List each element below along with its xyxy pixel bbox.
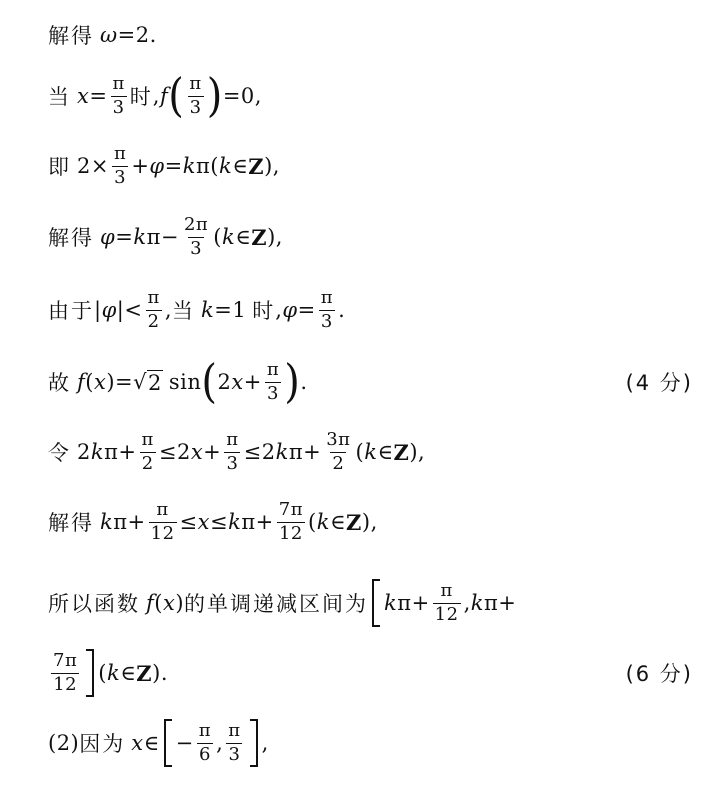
text-youyu: 由于 (48, 299, 94, 323)
fraction-pi-3: $\frac{\pi}{3}$ (228, 719, 241, 765)
func-f: f (159, 84, 169, 108)
text-gu: 故 (48, 371, 71, 395)
fraction-3pi-2: $\frac{3\pi}{2}$ (326, 428, 351, 474)
fraction-pi-6: $\frac{\pi}{6}$ (198, 719, 212, 765)
line-7: 令 2 k π+ $\frac{\pi}{2}$ ≤2 x + $\frac{\pi}{3}$ ≤2 k π+ $\frac{3\pi}{2}$ ( k ∈ Z ), (48, 428, 426, 474)
line-10: $\frac{7\pi}{12}$ ( k ∈ Z ). (6 分) (48, 650, 693, 696)
line-5: 由于 | φ |< $\frac{\pi}{2}$ , 当 k =1 时 , φ = $\frac{\pi}{3}$ . (48, 286, 346, 332)
fraction-pi-3: $\frac{\pi}{3}$ (266, 358, 280, 404)
text-dang: 当 (48, 85, 71, 109)
fraction-pi-3: $\frac{\pi}{3}$ (112, 72, 125, 118)
fraction-pi-3: $\frac{\pi}{3}$ (189, 72, 202, 118)
text-suoyi: 所以函数 (48, 592, 140, 616)
fraction-pi-3: $\frac{\pi}{3}$ (320, 286, 334, 332)
line-3: 即 2× $\frac{\pi}{3}$ + φ = k π( k ∈ Z ), (48, 142, 280, 188)
sqrt-2: √ 2 (133, 369, 162, 395)
right-bracket (86, 649, 94, 697)
line-2: 当 x = $\frac{\pi}{3}$ 时 , f ( $\frac{\pi}{3}$ ) =0, (48, 69, 262, 123)
text-ling: 令 (48, 441, 71, 465)
fraction-pi-12: $\frac{\pi}{12}$ (150, 498, 175, 544)
text-dandiao: 的单调递减区间为 (184, 592, 369, 616)
text-jiede: 解得 (48, 24, 94, 48)
eq-text: =2. (117, 23, 157, 47)
left-bracket (372, 579, 380, 627)
text-shi: 时 (129, 85, 153, 109)
text-jiede: 解得 (48, 226, 94, 250)
fraction-pi-2: $\frac{\pi}{2}$ (147, 286, 160, 332)
line-11: (2) 因为 x ∈ − $\frac{\pi}{6}$ , $\frac{\pi}{3}$ , (48, 720, 693, 766)
score-6: (6 分) (625, 662, 693, 686)
fraction-7pi-12: $\frac{7\pi}{12}$ (53, 649, 78, 695)
line-8: 解得 k π+ $\frac{\pi}{12}$ ≤ x ≤ k π+ $\frac{7\pi}{12}$ ( k ∈ Z ), (48, 498, 378, 544)
score-4: (4 分) (625, 371, 693, 395)
symbol-omega: ω (100, 23, 118, 47)
text-jiede: 解得 (48, 511, 94, 535)
fraction-2pi-3: $\frac{2\pi}{3}$ (183, 213, 209, 259)
line-9: 所以函数 f ( x ) 的单调递减区间为 k π+ $\frac{\pi}{12}$ , k π+ (48, 580, 693, 626)
line-4: 解得 φ = k π− $\frac{2\pi}{3}$ ( k ∈ Z ), (48, 213, 283, 259)
text-yinwei: 因为 (79, 732, 126, 756)
fraction-pi-3: $\frac{\pi}{3}$ (113, 142, 127, 188)
line-1 (48, 20, 693, 50)
line-6: 故 f ( x )= √ 2 sin ( 2 x + $\frac{\pi}{3}$ ) . (4 分) (48, 355, 693, 409)
fraction-7pi-12: $\frac{7\pi}{12}$ (278, 498, 304, 544)
text-ji: 即 (48, 155, 71, 179)
var-x: x (77, 84, 90, 108)
part-2-label: (2) (48, 731, 80, 755)
